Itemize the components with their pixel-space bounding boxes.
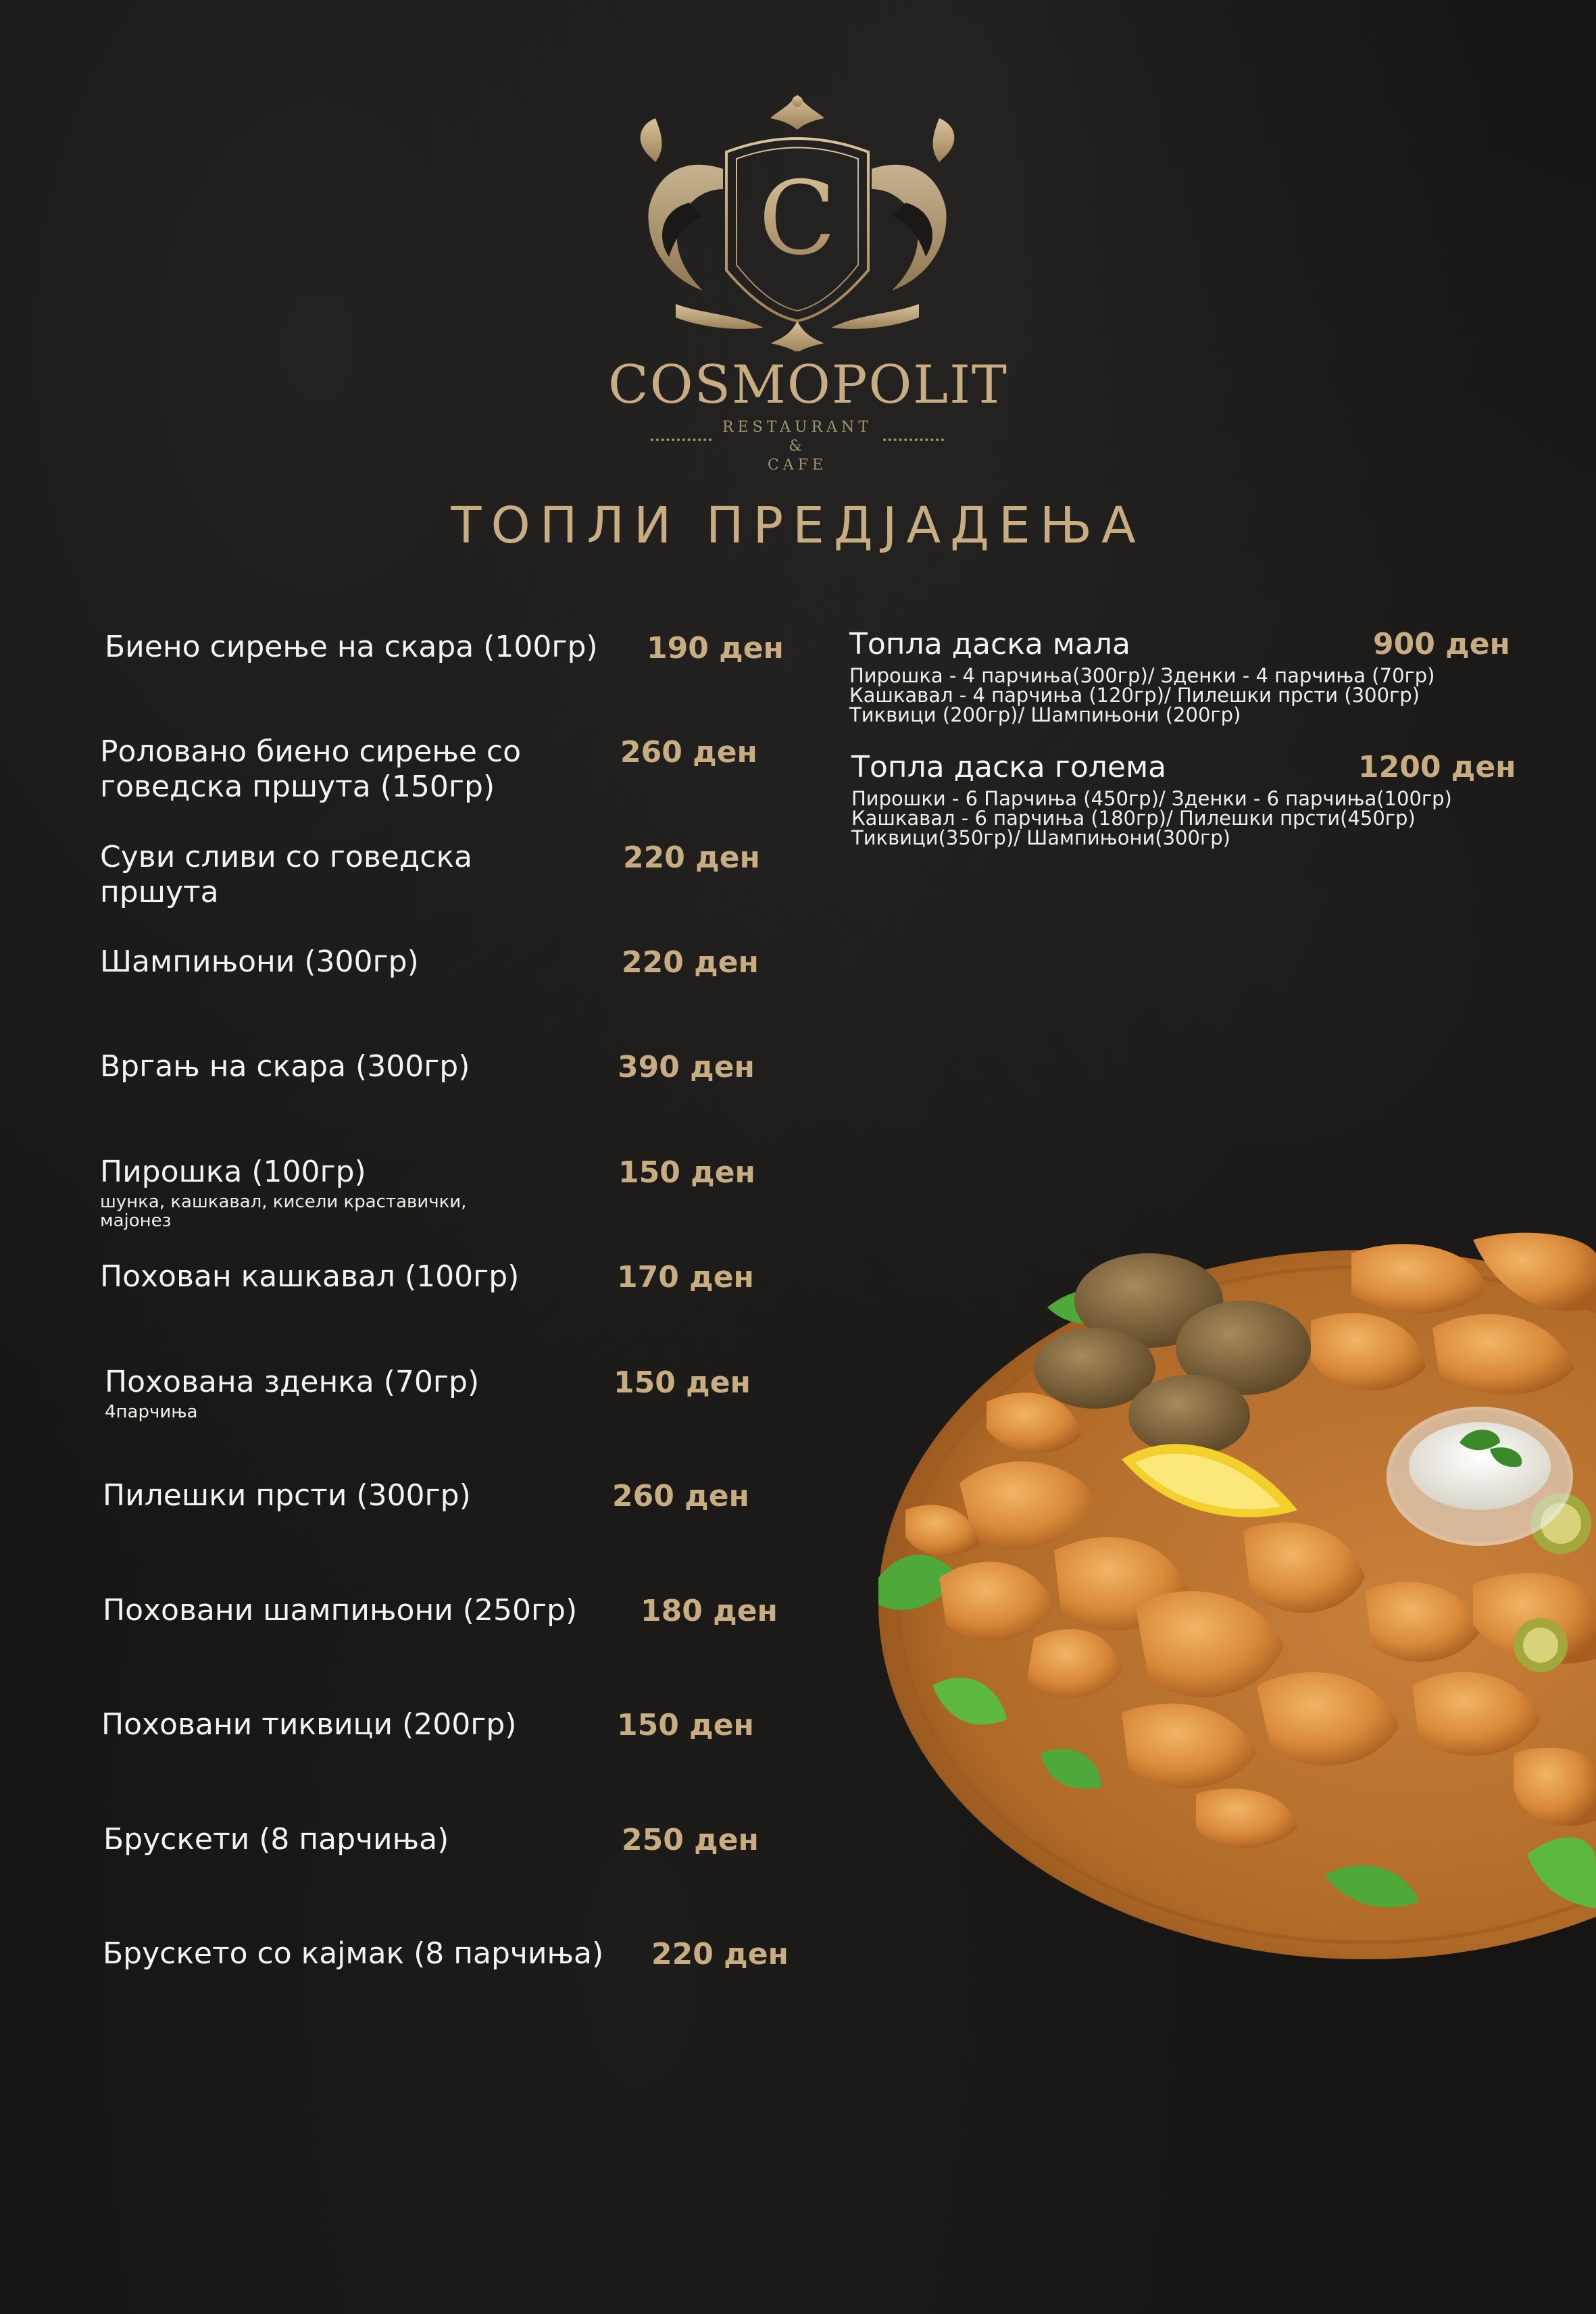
item-price: 260 ден [620, 735, 757, 770]
menu-item [100, 1259, 519, 1294]
item-name: Поховани тиквици (200гр) [101, 1707, 517, 1742]
item-name: Пилешки прсти (300гр) [103, 1478, 471, 1513]
menu-item [100, 840, 472, 910]
menu-item [101, 1707, 516, 1742]
platter-large [851, 750, 1514, 848]
item-price: 220 ден [651, 1937, 789, 1971]
item-name: Биено сирење на скара (100гр) [105, 630, 598, 664]
logo-initial: C [758, 160, 837, 278]
board-description-line3: Тиквици (200гр)/ Шампињони (200гр) [849, 703, 1241, 726]
item-name-line1: Суви сливи со говедска [100, 840, 472, 874]
menu-item [105, 1365, 479, 1422]
brand-line-restaurant: RESTAURANT [722, 419, 872, 436]
item-price: 220 ден [623, 840, 760, 875]
menu-item [100, 1049, 470, 1084]
item-price: 150 ден [618, 1155, 755, 1190]
crest-emblem [608, 88, 987, 351]
brand-line-cafe: CAFE [767, 457, 828, 474]
item-name: Поховани шампињони (250гр) [103, 1593, 578, 1628]
platter-small [849, 627, 1512, 725]
menu-item [103, 1478, 471, 1513]
item-name-line1: Роловано биено сирење со [100, 734, 522, 769]
menu-item [100, 1155, 466, 1230]
item-name-line2: пршута [100, 875, 219, 909]
board-description-line2: Кашкавал - 4 парчиња (120гр)/ Пилешки прсти (300гр) [849, 684, 1420, 707]
item-name: Брускети (8 парчиња) [103, 1822, 449, 1857]
item-name: Брускето со кајмак (8 парчиња) [103, 1936, 604, 1971]
section-heading: ТОПЛИ ПРЕДЈАДЕЊА [451, 497, 1145, 555]
item-name: Вргањ на скара (300гр) [100, 1049, 470, 1084]
item-price: 170 ден [617, 1260, 754, 1294]
item-description: 4парчиња [105, 1402, 198, 1422]
restaurant-logo [608, 88, 1008, 480]
board-name: Топла даска мала [849, 627, 1130, 661]
item-price: 260 ден [612, 1479, 749, 1513]
right-dotted-rule [883, 438, 944, 441]
menu-item [100, 734, 521, 805]
menu-item [103, 1822, 449, 1857]
item-description-line1: шунка, кашкавал, кисели краставички, [100, 1192, 467, 1212]
item-price: 150 ден [614, 1365, 751, 1400]
item-name-line2: говедска пршута (150гр) [100, 770, 495, 804]
menu-item [100, 945, 419, 980]
menu-item [103, 1593, 577, 1628]
item-price: 390 ден [618, 1050, 755, 1084]
board-description-line1: Пирошки - 6 Парчиња (450гр)/ Зденки - 6 парчиња(100гр) [851, 787, 1452, 810]
item-price: 150 ден [617, 1708, 754, 1742]
board-name: Топла даска голема [851, 750, 1167, 784]
item-description-line2: мајонез [100, 1211, 172, 1231]
board-description-line2: Кашкавал - 6 парчиња (180гр)/ Пилешки прсти(450гр) [851, 807, 1416, 830]
fried-platter-photo [878, 1226, 1596, 2003]
item-name: Шампињони (300гр) [100, 945, 419, 979]
board-price: 1200 ден [1358, 750, 1516, 784]
left-dotted-rule [651, 438, 712, 441]
item-price: 190 ден [647, 631, 784, 665]
item-name: Похована зденка (70гр) [105, 1365, 480, 1399]
board-description-line1: Пирошка - 4 парчиња(300гр)/ Зденки - 4 парчиња (70гр) [849, 664, 1435, 687]
item-name: Похован кашкавал (100гр) [100, 1259, 520, 1294]
menu-item [103, 1936, 603, 1971]
menu-item [105, 630, 598, 665]
board-description-line3: Тиквици(350гр)/ Шампињони(300гр) [851, 826, 1230, 849]
item-price: 220 ден [622, 945, 759, 980]
item-price: 180 ден [641, 1594, 778, 1628]
board-price: 900 ден [1373, 627, 1510, 661]
brand-name: COSMOPOLIT [608, 355, 1008, 416]
item-name: Пирошка (100гр) [100, 1155, 366, 1189]
item-price: 250 ден [622, 1823, 759, 1857]
brand-line-ampersand: & [789, 438, 806, 455]
